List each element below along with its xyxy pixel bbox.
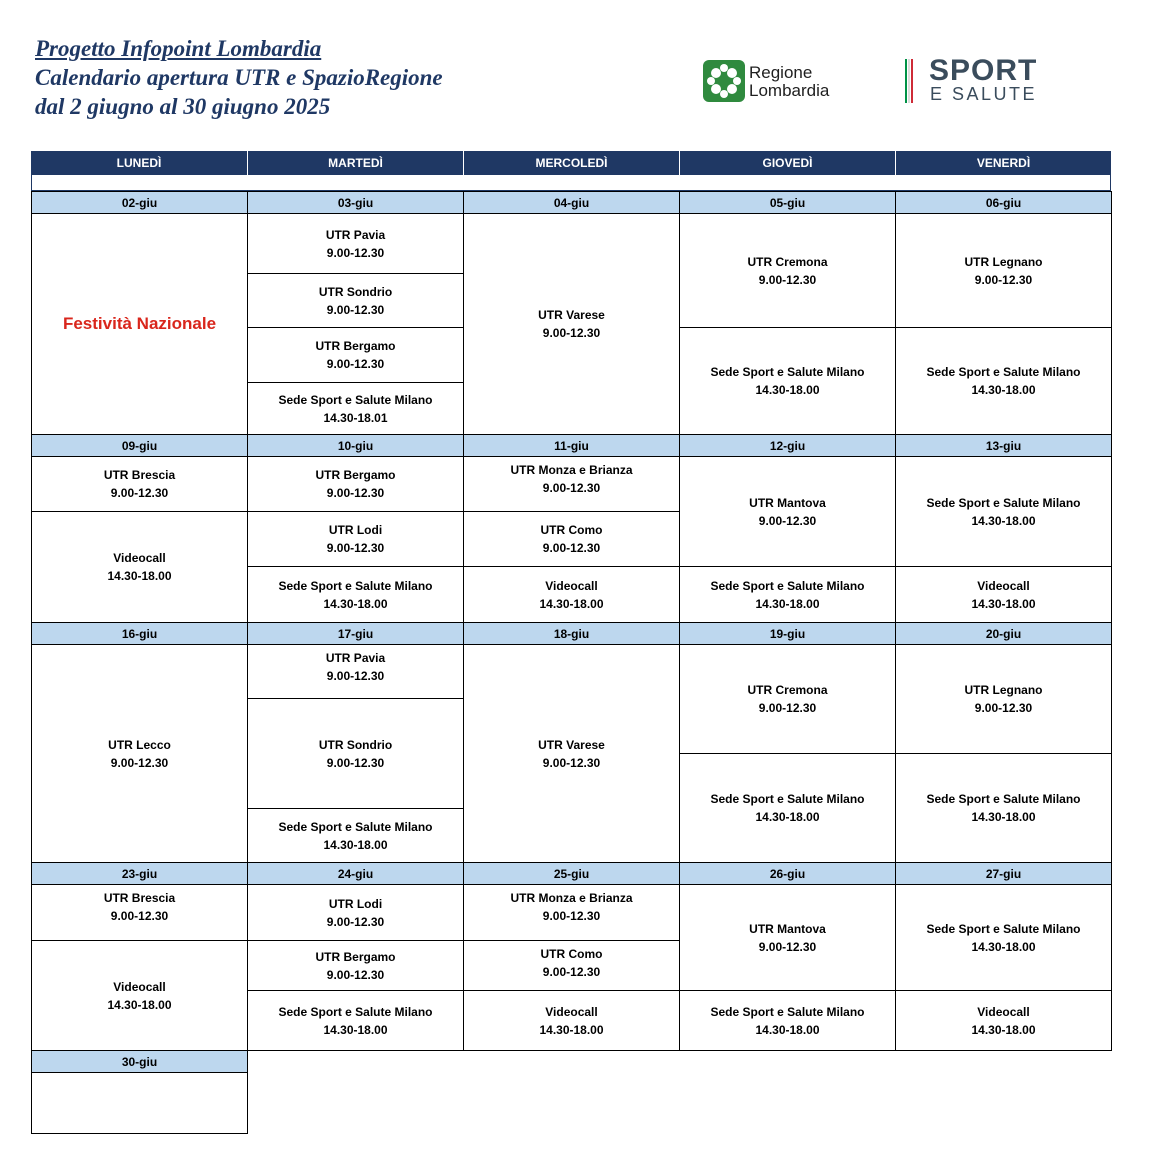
location-name: UTR Brescia [103, 891, 176, 905]
opening-hours: 14.30-18.00 [323, 837, 388, 852]
day-label: 11-giu [463, 434, 680, 457]
location-name: UTR Varese [538, 737, 605, 752]
location-name: Sede Sport e Salute Milano [278, 1004, 433, 1019]
opening-hours: 9.00-12.30 [110, 755, 169, 770]
holiday-cell [31, 213, 248, 435]
day-label: 09-giu [31, 434, 248, 457]
location-name: UTR Mantova [749, 495, 826, 510]
opening-hours: 9.00-12.30 [326, 302, 385, 317]
schedule-cell [31, 644, 248, 863]
schedule-cell [247, 213, 464, 274]
day-label: 18-giu [463, 622, 680, 645]
opening-hours: 14.30-18.01 [323, 410, 388, 425]
opening-hours: 9.00-12.30 [542, 541, 601, 555]
schedule-cell [463, 990, 680, 1051]
location-name: UTR Monza e Brianza [510, 891, 633, 905]
opening-hours: 14.30-18.00 [971, 810, 1036, 824]
schedule-cell [463, 884, 680, 941]
opening-hours: 9.00-12.30 [326, 245, 385, 260]
schedule-cell [895, 327, 1112, 435]
opening-hours: 9.00-12.30 [758, 701, 817, 715]
opening-hours: 9.00-12.30 [326, 967, 385, 982]
weekday-header: LUNEDÌ [31, 151, 247, 175]
location-name: UTR Pavia [325, 227, 386, 242]
location-name: UTR Bergamo [315, 468, 396, 482]
location-name: UTR Cremona [747, 683, 828, 697]
title-calendar: Calendario apertura UTR e SpazioRegione [35, 65, 443, 90]
opening-hours: 14.30-18.00 [107, 997, 172, 1012]
opening-hours: 9.00-12.30 [758, 272, 817, 287]
logo-regione-line1: Regione [749, 63, 813, 82]
opening-hours: 14.30-18.00 [539, 596, 604, 611]
day-label: 04-giu [463, 191, 680, 214]
location-name: Sede Sport e Salute Milano [278, 392, 433, 407]
opening-hours: 9.00-12.30 [326, 755, 385, 770]
header-spacer [31, 175, 1111, 191]
location-name: UTR Como [540, 947, 603, 961]
location-name: UTR Legnano [964, 683, 1043, 697]
day-label: 25-giu [463, 862, 680, 885]
location-name: Sede Sport e Salute Milano [278, 819, 433, 834]
opening-hours: 9.00-12.30 [974, 701, 1033, 715]
location-name: UTR Legnano [964, 254, 1043, 269]
title-project: Progetto Infopoint Lombardia [35, 36, 322, 61]
day-label: 17-giu [247, 622, 464, 645]
schedule-cell [679, 753, 896, 863]
opening-hours: 14.30-18.00 [323, 1022, 388, 1037]
location-name: Videocall [977, 578, 1030, 593]
location-name: Sede Sport e Salute Milano [926, 792, 1081, 806]
logo-sport-line1: SPORT [929, 54, 1038, 87]
location-name: Sede Sport e Salute Milano [710, 792, 865, 806]
schedule-cell [247, 327, 464, 383]
schedule-cell [679, 884, 896, 991]
day-label: 20-giu [895, 622, 1112, 645]
day-label: 16-giu [31, 622, 248, 645]
opening-hours: 9.00-12.30 [542, 326, 601, 340]
location-name: UTR Como [540, 523, 603, 537]
opening-hours: 9.00-12.30 [326, 669, 385, 683]
location-name: Sede Sport e Salute Milano [278, 578, 433, 593]
location-name: UTR Monza e Brianza [510, 463, 633, 477]
opening-hours: 14.30-18.00 [539, 1022, 604, 1037]
location-name: UTR Pavia [325, 651, 386, 665]
schedule-cell [679, 990, 896, 1051]
opening-hours: 9.00-12.30 [542, 909, 601, 923]
location-name: Sede Sport e Salute Milano [926, 921, 1081, 936]
schedule-cell [463, 213, 680, 435]
schedule-cell [463, 511, 680, 567]
opening-hours: 14.30-18.00 [323, 596, 388, 611]
weekday-header: MARTEDÌ [247, 151, 463, 175]
location-name: Videocall [545, 1004, 598, 1019]
schedule-cell [679, 566, 896, 623]
weekday-header: VENERDÌ [895, 151, 1111, 175]
day-label: 13-giu [895, 434, 1112, 457]
day-label: 24-giu [247, 862, 464, 885]
logo-sport-line2: E SALUTE [930, 84, 1038, 104]
location-name: Videocall [977, 1004, 1030, 1019]
opening-hours: 14.30-18.00 [755, 810, 820, 824]
schedule-cell [247, 698, 464, 809]
schedule-cell [679, 213, 896, 328]
schedule-cell [31, 511, 248, 623]
schedule-cell [247, 808, 464, 863]
opening-hours: 9.00-12.30 [326, 357, 385, 371]
day-label: 19-giu [679, 622, 896, 645]
schedule-cell [31, 456, 248, 512]
location-name: UTR Lodi [328, 896, 383, 911]
schedule-cell [247, 884, 464, 941]
location-name: UTR Lecco [108, 737, 171, 752]
day-label: 12-giu [679, 434, 896, 457]
location-name: Videocall [113, 979, 166, 994]
schedule-cell [247, 644, 464, 699]
location-name: UTR Sondrio [318, 284, 393, 299]
weekday-header: GIOVEDÌ [679, 151, 895, 175]
opening-hours: 9.00-12.30 [542, 481, 601, 495]
opening-hours: 9.00-12.30 [326, 541, 385, 555]
opening-hours: 9.00-12.30 [542, 755, 601, 770]
opening-hours: 9.00-12.30 [758, 939, 817, 954]
location-name: UTR Cremona [747, 254, 828, 269]
location-name: UTR Brescia [103, 468, 176, 482]
schedule-cell [247, 456, 464, 512]
weekday-header: MERCOLEDÌ [463, 151, 679, 175]
day-label: 03-giu [247, 191, 464, 214]
opening-hours: 9.00-12.30 [326, 486, 385, 500]
title-period: dal 2 giugno al 30 giugno 2025 [35, 94, 331, 119]
opening-hours: 9.00-12.30 [974, 272, 1033, 287]
schedule-cell [895, 884, 1112, 991]
opening-hours: 9.00-12.30 [110, 486, 169, 500]
schedule-cell [247, 511, 464, 567]
opening-hours: 14.30-18.00 [971, 939, 1036, 954]
schedule-cell [247, 273, 464, 328]
holiday-label: Festività Nazionale [62, 314, 217, 333]
schedule-cell [463, 456, 680, 512]
schedule-cell [895, 644, 1112, 754]
opening-hours: 9.00-12.30 [758, 513, 817, 528]
schedule-cell [895, 990, 1112, 1051]
location-name: UTR Mantova [749, 921, 826, 936]
opening-hours: 14.30-18.00 [971, 596, 1036, 611]
day-label: 02-giu [31, 191, 248, 214]
location-name: UTR Lodi [328, 523, 383, 537]
day-label: 27-giu [895, 862, 1112, 885]
schedule-cell [31, 1072, 248, 1134]
day-label: 26-giu [679, 862, 896, 885]
location-name: Sede Sport e Salute Milano [710, 365, 865, 379]
opening-hours: 9.00-12.30 [110, 909, 169, 923]
schedule-cell [463, 940, 680, 991]
schedule-cell [895, 566, 1112, 623]
location-name: Sede Sport e Salute Milano [926, 365, 1081, 379]
schedule-cell [895, 213, 1112, 328]
schedule-cell [463, 566, 680, 623]
schedule-cell [247, 382, 464, 435]
schedule-cell [679, 644, 896, 754]
schedule-cell [31, 940, 248, 1051]
day-label: 23-giu [31, 862, 248, 885]
location-name: UTR Sondrio [318, 737, 393, 752]
schedule-cell [679, 327, 896, 435]
location-name: Videocall [545, 578, 598, 593]
location-name: Sede Sport e Salute Milano [710, 1004, 865, 1019]
schedule-cell [247, 990, 464, 1051]
schedule-cell [247, 566, 464, 623]
schedule-cell [463, 644, 680, 863]
opening-hours: 14.30-18.00 [971, 1022, 1036, 1037]
location-name: Sede Sport e Salute Milano [710, 578, 865, 593]
location-name: UTR Bergamo [315, 949, 396, 964]
opening-hours: 14.30-18.00 [971, 383, 1036, 397]
day-label: 30-giu [31, 1050, 248, 1073]
schedule-cell [31, 884, 248, 941]
schedule-cell [895, 456, 1112, 567]
opening-hours: 9.00-12.30 [542, 965, 601, 979]
schedule-cell [247, 940, 464, 991]
location-name: UTR Bergamo [315, 339, 396, 353]
schedule-cell [895, 753, 1112, 863]
opening-hours: 14.30-18.00 [755, 1022, 820, 1037]
opening-hours: 9.00-12.30 [326, 914, 385, 929]
location-name: UTR Varese [538, 308, 605, 322]
schedule-cell [679, 456, 896, 567]
logo-regione-line2: Lombardia [749, 81, 830, 100]
day-label: 06-giu [895, 191, 1112, 214]
opening-hours: 14.30-18.00 [971, 513, 1036, 528]
opening-hours: 14.30-18.00 [755, 596, 820, 611]
day-label: 10-giu [247, 434, 464, 457]
opening-hours: 14.30-18.00 [107, 569, 172, 583]
location-name: Sede Sport e Salute Milano [926, 495, 1081, 510]
day-label: 05-giu [679, 191, 896, 214]
location-name: Videocall [113, 551, 166, 565]
opening-hours: 14.30-18.00 [755, 383, 820, 397]
